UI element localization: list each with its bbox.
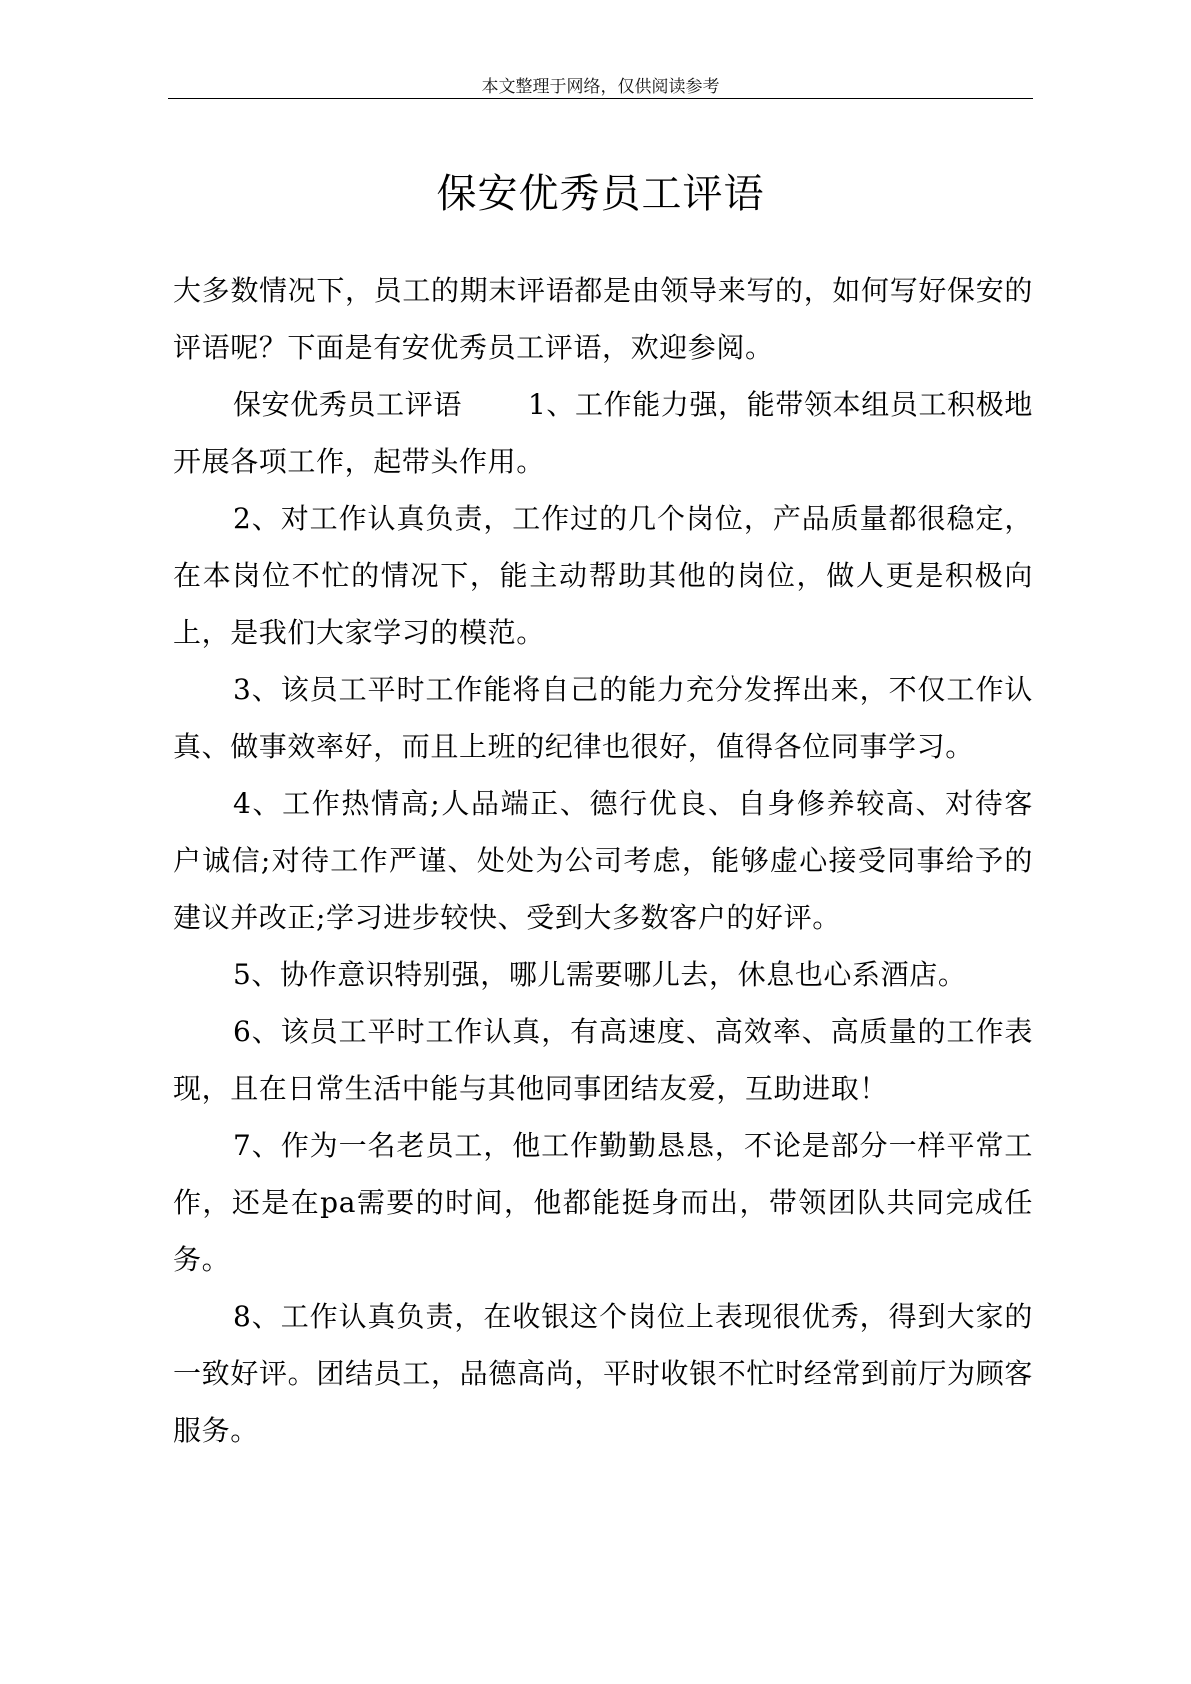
paragraph-item-7: 7、作为一名老员工，他工作勤勤恳恳，不论是部分一样平常工作，还是在pa需要的时间，他都能挺身而出，带领团队共同完成任务。 <box>173 1129 1033 1276</box>
intro-paragraph: 大多数情况下，员工的期末评语都是由领导来写的，如何写好保安的评语呢？下面是有安优秀员工评语，欢迎参阅。 <box>173 274 1033 364</box>
paragraph-item-5: 5、协作意识特别强，哪儿需要哪儿去，休息也心系酒店。 <box>233 958 967 991</box>
paragraph-item-4: 4、工作热情高;人品端正、德行优良、自身修养较高、对待客户诚信;对待工作严谨、处处为公司考虑，能够虚心接受同事给予的建议并改正;学习进步较快、受到大多数客户的好评。 <box>173 787 1033 934</box>
header-rule <box>168 98 1033 99</box>
paragraph-item-8: 8、工作认真负责，在收银这个岗位上表现很优秀，得到大家的一致好评。团结员工，品德高尚，平时收银不忙时经常到前厅为顾客服务。 <box>173 1300 1033 1447</box>
document-body <box>173 262 1033 1459</box>
paragraph-item-6: 6、该员工平时工作认真，有高速度、高效率、高质量的工作表现，且在日常生活中能与其他同事团结友爱，互助进取！ <box>173 1015 1033 1105</box>
paragraph-item-3: 3、该员工平时工作能将自己的能力充分发挥出来，不仅工作认真、做事效率好，而且上班的纪律也很好，值得各位同事学习。 <box>173 673 1033 763</box>
item-text-1: 1、工作能力强，能带领本组员工积极地开展各项工作，起带头作用。 <box>173 388 1033 478</box>
header-note: 本文整理于网络，仅供阅读参考 <box>481 77 720 97</box>
paragraph-item-1 <box>173 376 1033 490</box>
section-label: 保安优秀员工评语 <box>233 388 462 421</box>
page-title: 保安优秀员工评语 <box>436 171 765 217</box>
paragraph-item-2: 2、对工作认真负责，工作过的几个岗位，产品质量都很稳定，在本岗位不忙的情况下，能主动帮助其他的岗位，做人更是积极向上，是我们大家学习的模范。 <box>173 502 1033 649</box>
